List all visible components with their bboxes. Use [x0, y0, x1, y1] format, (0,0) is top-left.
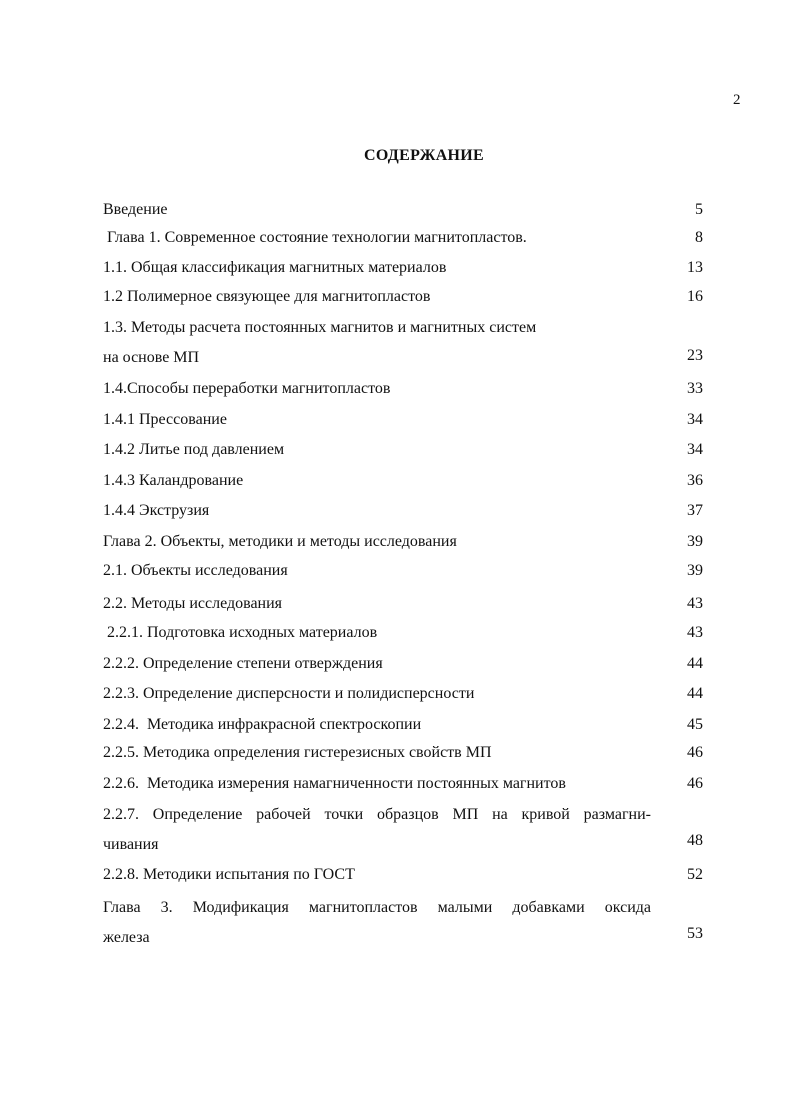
toc-entry	[103, 710, 703, 740]
toc-entry	[103, 405, 703, 435]
toc-entry-text: Глава 1. Современное состояние технологии магнитопластов.	[103, 229, 527, 246]
toc-entry-text: 1.4.2 Литье под давлением	[103, 441, 285, 458]
toc-entry-text: 1.4.1 Прессование	[103, 411, 227, 428]
toc-entry	[103, 195, 703, 225]
toc-entry-page: 37	[687, 502, 703, 519]
toc-entry	[103, 589, 703, 619]
toc-entry-page: 39	[687, 562, 703, 579]
toc-entry	[103, 769, 703, 799]
toc-entry-page: 36	[687, 472, 703, 489]
toc-entry-page: 44	[687, 655, 703, 672]
toc-entry-page: 16	[687, 288, 703, 305]
toc-entry-text: 1.2 Полимерное связующее для магнитопластов	[103, 288, 431, 305]
toc-entry-text: 1.4.4 Экструзия	[103, 502, 210, 519]
toc-entry-page: 13	[687, 259, 703, 276]
toc-entry-text: 2.2.1. Подготовка исходных материалов	[103, 624, 378, 641]
toc-entry	[103, 313, 703, 373]
toc-entry-text: 2.2.7. Определение рабочей точки образцов МП на кривой размагни-	[103, 806, 651, 823]
toc-entry	[103, 860, 703, 890]
page-number: 2	[733, 92, 741, 108]
toc-entry	[103, 800, 703, 860]
toc-entry-page: 53	[687, 925, 703, 942]
toc-entry	[103, 527, 703, 557]
toc-entry-text: 2.2.8. Методики испытания по ГОСТ	[103, 866, 355, 883]
toc-entry	[103, 618, 703, 648]
toc-entry-page: 34	[687, 441, 703, 458]
toc-entry-page: 34	[687, 411, 703, 428]
toc-entry-text-continued: на основе МП	[103, 349, 200, 366]
toc-entry-text: 2.2.4. Методика инфракрасной спектроскопии	[103, 716, 422, 733]
toc-entry-text-continued: чивания	[103, 836, 159, 853]
toc-entry-text: 2.1. Объекты исследования	[103, 562, 288, 579]
toc-entry	[103, 496, 703, 526]
toc-entry-page: 44	[687, 685, 703, 702]
toc-entry-text: 2.2.2. Определение степени отверждения	[103, 655, 383, 672]
toc-entry	[103, 466, 703, 496]
toc-entry	[103, 374, 703, 404]
toc-entry-page: 23	[687, 347, 703, 364]
toc-entry-page: 45	[687, 716, 703, 733]
toc-entry-page: 5	[695, 201, 703, 218]
toc-entry-page: 43	[687, 624, 703, 641]
toc-entry-text-continued: железа	[103, 929, 150, 946]
toc-entry-text: 2.2.3. Определение дисперсности и полидисперсности	[103, 685, 475, 702]
toc-entry-text: 1.4.3 Каландрование	[103, 472, 244, 489]
toc-entry-page: 46	[687, 775, 703, 792]
toc-entry-text: 1.4.Способы переработки магнитопластов	[103, 380, 391, 397]
toc-entry-text: 2.2.6. Методика измерения намагниченности постоянных магнитов	[103, 775, 566, 792]
toc-entry-text: Глава 3. Модификация магнитопластов малыми добавками оксида	[103, 899, 651, 916]
toc-entry-text: Введение	[103, 201, 168, 218]
page-title: СОДЕРЖАНИЕ	[363, 147, 485, 164]
toc-entry-page: 43	[687, 595, 703, 612]
toc-entry	[103, 556, 703, 586]
toc-entry	[103, 649, 703, 679]
toc-entry-page: 52	[687, 866, 703, 883]
toc-entry-page: 39	[687, 533, 703, 550]
toc-entry	[103, 738, 703, 768]
toc-entry	[103, 435, 703, 465]
toc-entry-text: Глава 2. Объекты, методики и методы исследования	[103, 533, 457, 550]
toc-entry-page: 8	[695, 229, 703, 246]
toc-entry-page: 46	[687, 744, 703, 761]
toc-entry	[103, 679, 703, 709]
toc-entry-text: 2.2.5. Методика определения гистерезисных свойств МП	[103, 744, 492, 761]
toc-entry-text: 1.3. Методы расчета постоянных магнитов и магнитных систем	[103, 319, 537, 336]
toc-entry-text: 2.2. Методы исследования	[103, 595, 283, 612]
toc-entry-text: 1.1. Общая классификация магнитных материалов	[103, 259, 447, 276]
toc-entry-page: 48	[687, 832, 703, 849]
toc-entry	[103, 223, 703, 253]
toc-entry	[103, 893, 703, 953]
toc-entry-page: 33	[687, 380, 703, 397]
toc-entry	[103, 282, 703, 312]
toc-entry	[103, 253, 703, 283]
